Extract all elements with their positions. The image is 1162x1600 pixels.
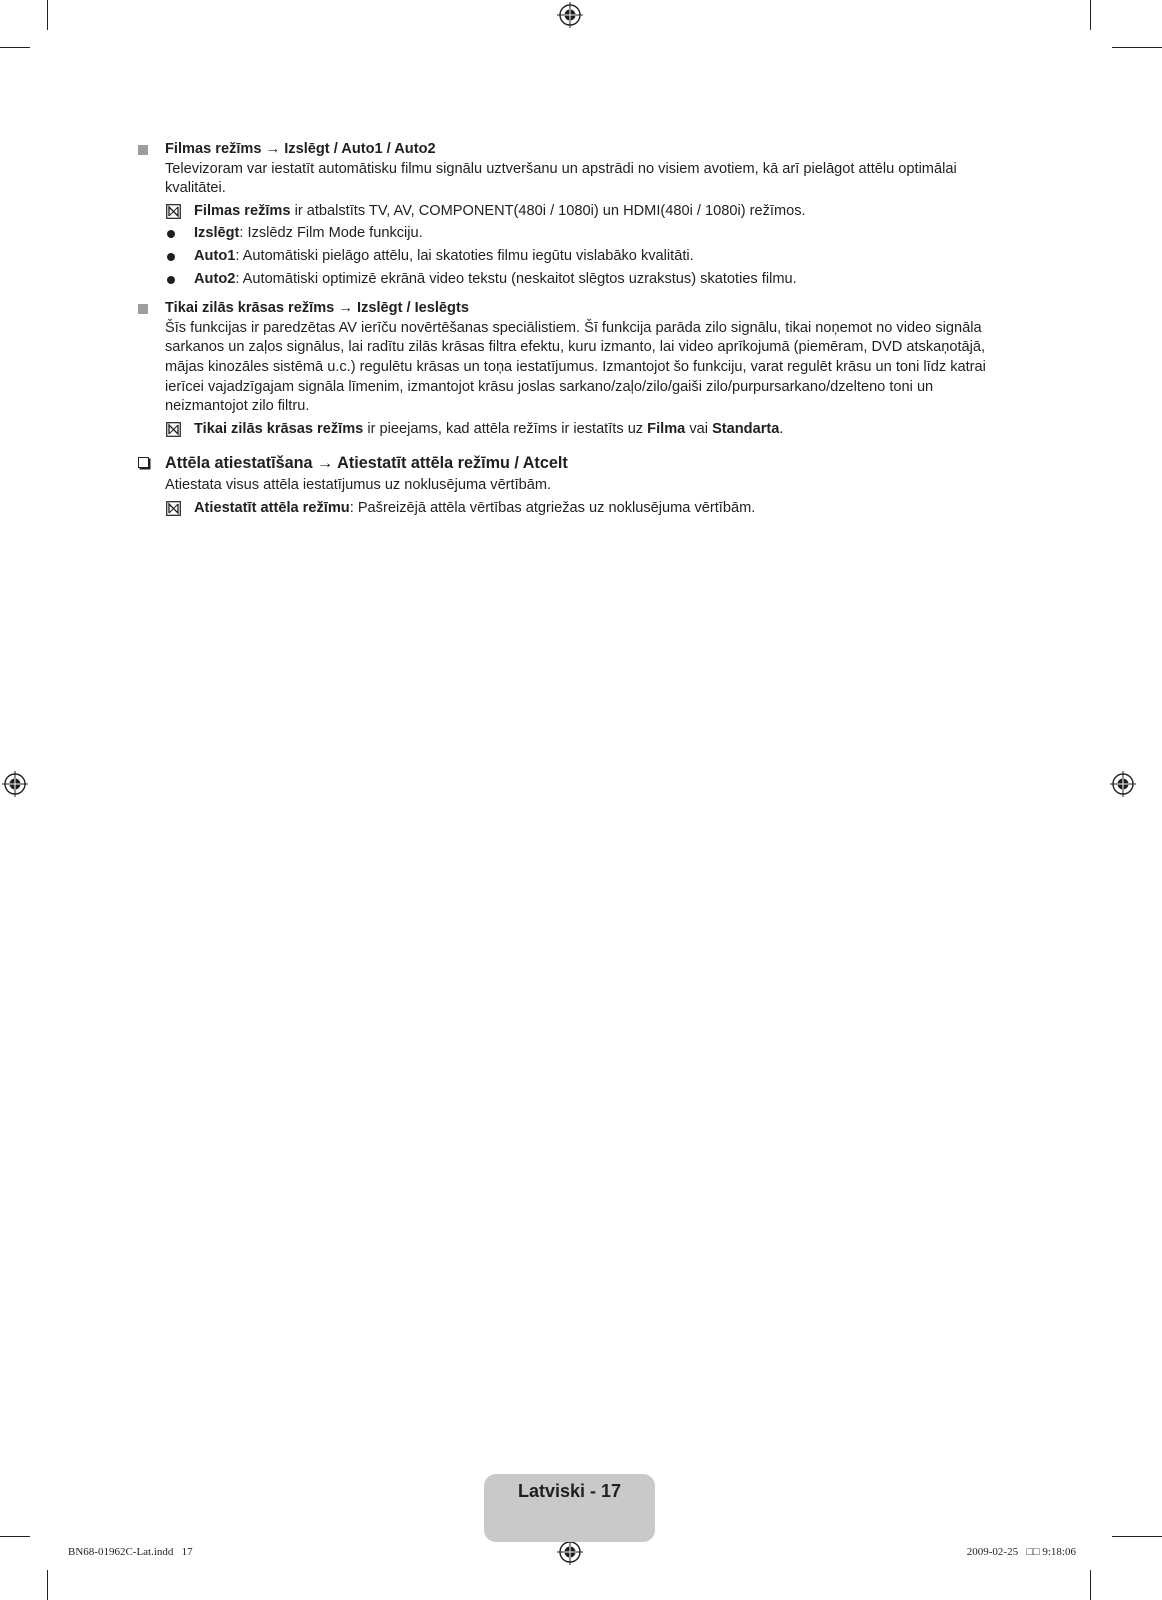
note: Atiestatīt attēla režīmu: Pašreizējā attēla vērtības atgriežas uz noklusējuma vērtībām. (165, 499, 1018, 519)
film-mode-item (138, 140, 1018, 289)
item-title: Filmas režīms → Izslēgt / Auto1 / Auto2 (165, 141, 436, 157)
square-bullet-icon (138, 304, 148, 314)
crop-mark (0, 47, 30, 48)
page-number: Latviski - 17 (517, 1481, 622, 1501)
bullet-dot-icon (167, 230, 175, 238)
list-item: Auto1: Automātiski pielāgo attēlu, lai skatoties filmu iegūtu vislabāko kvalitāti. (165, 247, 1018, 267)
section-title: Attēla atiestatīšana → Atiestatīt attēla režīmu / Atcelt (165, 454, 568, 473)
crop-mark (1090, 0, 1091, 30)
note-icon (166, 204, 181, 219)
item-description: Šīs funkcijas ir paredzētas AV ierīču novērtēšanas speciālistiem. Šī funkcija parāda zilo signālu, tikai noņemot no video signāla sarkanos un zaļos signālus, lai radītu zilās krāsas filtra efektu, kuru izmanto, lai video aprīkojumā (piemēram, DVD atskaņotājā, mājas kinozāles sistēmā u.c.) regulētu krāsas un toņa iestatījumus. Izmantojot šo funkciju, varat regulēt krāsu un toni līdz katrai ierīcei vajadzīgajam signāla līmenim, izmantojot krāsu joslas sarkano/zaļo/zilo/gaiši zilo/purpursarkano/dzelteno toni un neizmantojot zilo filtru. (165, 319, 986, 415)
registration-mark-icon (1110, 771, 1136, 797)
picture-reset-section (138, 452, 1018, 518)
print-slug-left: BN68-01962C-Lat.indd 17 (68, 1546, 193, 1558)
note-icon (166, 422, 181, 437)
crop-mark (1112, 1536, 1162, 1537)
registration-mark-icon (557, 1539, 583, 1565)
list-item: Izslēgt: Izslēdz Film Mode funkciju. (165, 224, 1018, 244)
note: Tikai zilās krāsas režīms ir pieejams, kad attēla režīms ir iestatīts uz Filma vai Standarta. (165, 420, 1018, 440)
list-item: Auto2: Automātiski optimizē ekrānā video tekstu (neskaitot slēgtos uzrakstus) skatoties filmu. (165, 270, 1018, 290)
checkbox-icon (138, 457, 149, 468)
section-description: Atiestata visus attēla iestatījumus uz noklusējuma vērtībām. (165, 477, 552, 494)
crop-mark (47, 0, 48, 30)
item-description: Televizoram var iestatīt automātisku filmu signālu uztveršanu un apstrādi no visiem avotiem, kā arī pielāgot attēlu optimālai kvalitātei. (165, 160, 957, 197)
registration-mark-icon (2, 771, 28, 797)
square-bullet-icon (138, 145, 148, 155)
note: Filmas režīms ir atbalstīts TV, AV, COMPONENT(480i / 1080i) un HDMI(480i / 1080i) režīmos. (165, 202, 1018, 222)
note-icon (166, 501, 181, 516)
bullet-dot-icon (167, 276, 175, 284)
item-title: Tikai zilās krāsas režīms → Izslēgt / Ieslēgts (165, 300, 469, 317)
document-body (138, 140, 1018, 519)
crop-mark (1112, 47, 1162, 48)
crop-mark (1090, 1570, 1091, 1600)
bullet-dot-icon (167, 253, 175, 261)
crop-mark (0, 1536, 30, 1537)
crop-mark (47, 1570, 48, 1600)
print-slug-right: 2009-02-25 □□ 9:18:06 (966, 1546, 1076, 1558)
registration-mark-icon (557, 2, 583, 28)
blue-only-mode-item (138, 299, 1018, 439)
